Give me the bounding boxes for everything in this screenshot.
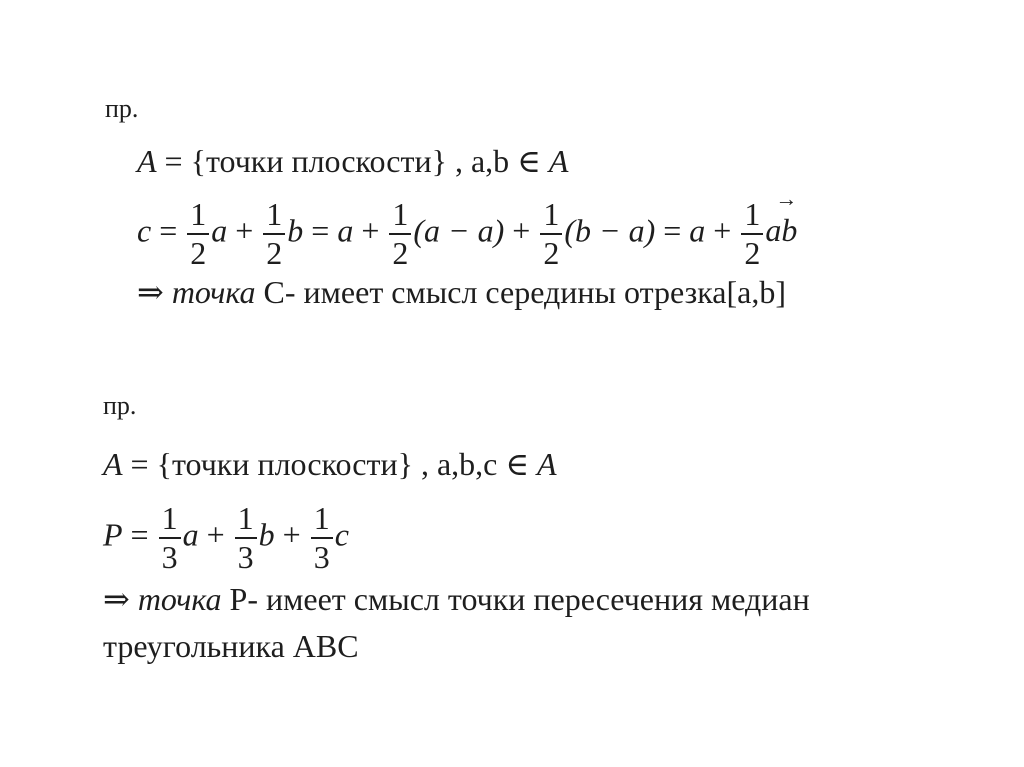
fraction-half — [263, 198, 285, 270]
plus-sign: + — [504, 212, 539, 249]
element-of-sign: ∈ — [497, 446, 538, 482]
example-2-conclusion-continued: треугольника АВС — [103, 628, 359, 664]
point-c: c — [137, 212, 152, 249]
group-b-minus-a: (b − a) — [564, 212, 656, 249]
fraction-third — [159, 502, 181, 574]
set-definition: {точки плоскости} — [190, 143, 447, 179]
set-symbol: A — [137, 143, 157, 179]
set-members: a,b — [470, 143, 510, 179]
point-p: P — [103, 516, 123, 553]
example-1-label: пр. — [105, 94, 139, 123]
example-2-label: пр. — [103, 391, 137, 420]
conclusion-word: точка — [171, 274, 256, 310]
fraction-denominator: 2 — [266, 234, 283, 271]
equals-sign: = — [122, 446, 157, 482]
set-symbol: A — [103, 446, 123, 482]
vector-arrow-icon: → — [775, 186, 798, 212]
conclusion-text: Р- имеет смысл точки пересечения медиан — [221, 581, 810, 617]
fraction-denominator: 3 — [237, 538, 254, 575]
example-1-conclusion — [137, 276, 786, 308]
implies-icon: ⇒ — [137, 274, 164, 310]
example-2-formula — [103, 502, 349, 574]
example-2-conclusion — [103, 583, 810, 615]
plus-sign: + — [227, 212, 262, 249]
separator: , — [412, 446, 437, 482]
fraction-denominator: 3 — [313, 538, 330, 575]
fraction-numerator: 1 — [311, 502, 333, 539]
element-of-sign: ∈ — [509, 143, 549, 179]
plus-sign: + — [198, 516, 233, 553]
vector-ab-label: ab — [765, 212, 798, 249]
term-b: b — [258, 516, 275, 553]
fraction-numerator: 1 — [159, 502, 181, 539]
fraction-numerator: 1 — [187, 198, 209, 235]
fraction-denominator: 2 — [392, 234, 409, 271]
term-a: a — [689, 212, 706, 249]
example-1-formula — [137, 186, 798, 271]
plus-sign: + — [353, 212, 388, 249]
fraction-denominator: 2 — [190, 234, 207, 271]
plus-sign: + — [705, 212, 740, 249]
example-2-set-line — [103, 448, 557, 480]
set-members: a,b,c — [436, 446, 498, 482]
conclusion-text: С- имеет смысл середины отрезка[a,b] — [255, 274, 786, 310]
equals-sign: = — [156, 143, 191, 179]
fraction-half — [741, 198, 763, 270]
fraction-numerator: 1 — [741, 198, 763, 235]
fraction-third — [311, 502, 333, 574]
implies-icon: ⇒ — [103, 581, 130, 617]
fraction-numerator: 1 — [263, 198, 285, 235]
equals-sign: = — [151, 212, 186, 249]
fraction-numerator: 1 — [540, 198, 562, 235]
set-definition: {точки плоскости} — [156, 446, 413, 482]
term-b: b — [287, 212, 304, 249]
group-a-minus-a: (a − a) — [413, 212, 505, 249]
vector-ab — [765, 186, 798, 249]
fraction-half — [540, 198, 562, 270]
fraction-numerator: 1 — [235, 502, 257, 539]
term-c: c — [334, 516, 349, 553]
set-symbol-rhs: A — [548, 143, 569, 179]
fraction-half — [187, 198, 209, 270]
plus-sign: + — [274, 516, 309, 553]
equals-sign: = — [655, 212, 690, 249]
fraction-numerator: 1 — [389, 198, 411, 235]
term-a: a — [337, 212, 354, 249]
fraction-half — [389, 198, 411, 270]
fraction-third — [235, 502, 257, 574]
fraction-denominator: 2 — [744, 234, 761, 271]
fraction-denominator: 3 — [161, 538, 178, 575]
example-1-set-line — [137, 145, 568, 177]
term-a: a — [182, 516, 199, 553]
equals-sign: = — [122, 516, 157, 553]
set-symbol-rhs: A — [537, 446, 557, 482]
fraction-denominator: 2 — [543, 234, 560, 271]
separator: , — [446, 143, 471, 179]
equals-sign: = — [303, 212, 338, 249]
conclusion-word: точка — [137, 581, 222, 617]
term-a: a — [211, 212, 228, 249]
